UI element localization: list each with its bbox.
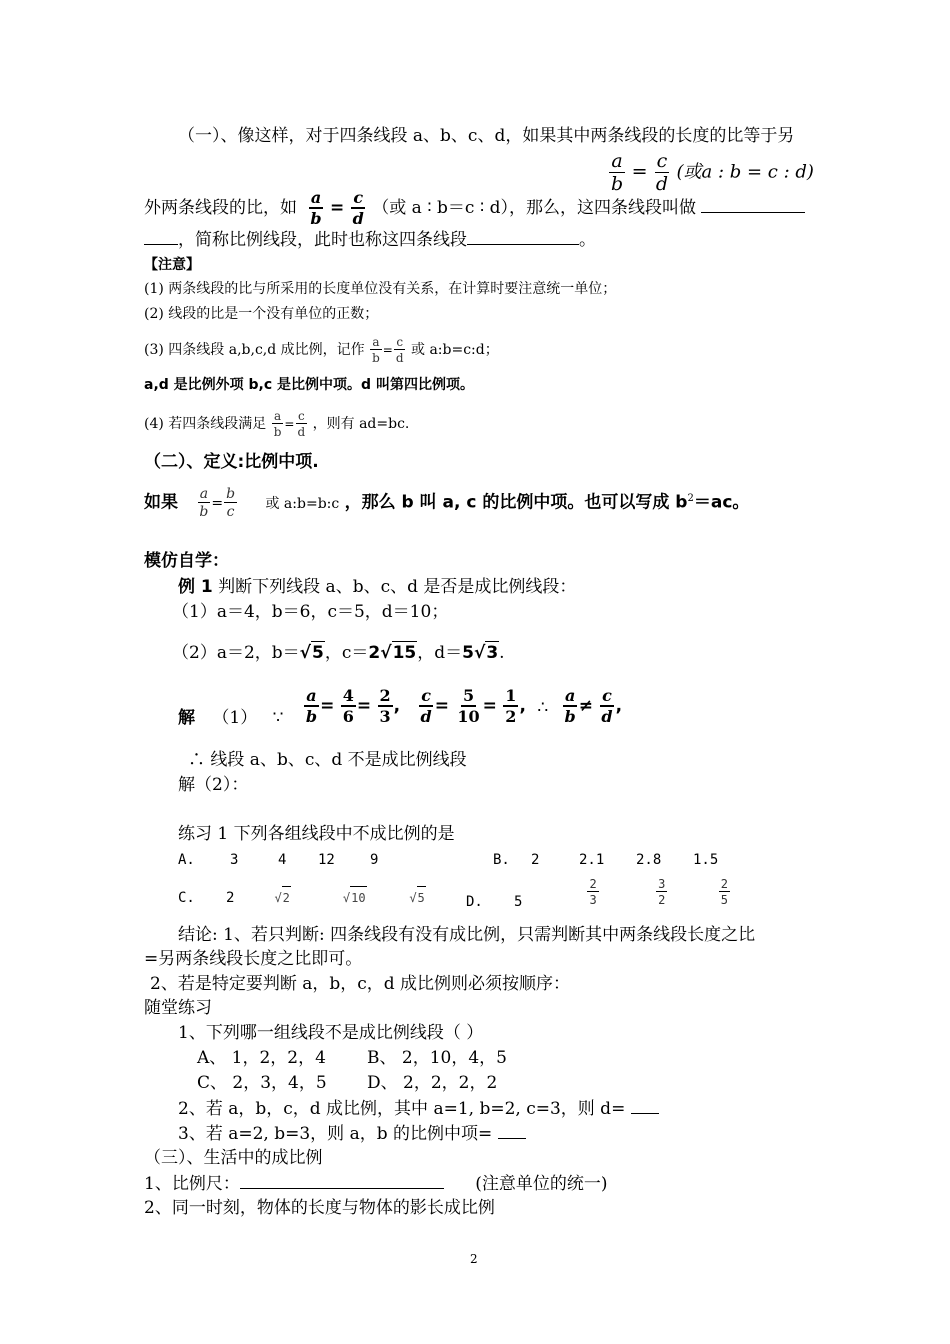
answer-blank-scale[interactable] [240, 1172, 444, 1189]
classwork-option-a[interactable]: A、 1，2，2，4 [197, 1048, 326, 1068]
fraction-2-3: $\frac{2}{3}$ [589, 877, 597, 907]
note-1: (1) 两条线段的比与所采用的长度单位没有关系，在计算时要注意统一单位； [144, 281, 617, 297]
practice1-option-a[interactable]: A. 3 4 12 9 [178, 852, 379, 868]
practice1-option-c[interactable]: C. 2 √ 2 √ 10 √ 5 [178, 886, 426, 909]
frac-sol-1-2: $\frac{1}{2}$ [505, 686, 517, 726]
fraction-c-d-small-2: $\frac{c}{d}$ [297, 409, 306, 439]
fraction-2-5: $\frac{2}{5}$ [720, 877, 729, 907]
answer-blank-d[interactable] [631, 1099, 659, 1114]
sqrt-5: √ 5 [299, 643, 324, 663]
note-2: (2) 线段的比是一个没有单位的正数； [144, 306, 379, 322]
solution-2: 解（2）： [178, 775, 249, 795]
mean-proportional-definition: 如果 $\frac{a}{b}$ = $\frac{b}{c}$ 或 a:b=b:c ，那么 b 叫 a, c 的比例中项。也可以写成 $b^2=ac$。 [144, 486, 750, 520]
classwork-q3: 3、若 a=2, b=3，则 a，b 的比例中项= [178, 1123, 526, 1145]
sqrt-2: √ 2 [274, 886, 290, 909]
fraction-3-2: $\frac{3}{2}$ [658, 877, 666, 907]
section3-line1: 1、比例尺： (注意单位的统一) [144, 1174, 608, 1194]
section3-title: （三）、生活中的成比例 [144, 1148, 323, 1168]
classwork-option-c[interactable]: C、 2，3，4，5 [197, 1073, 327, 1093]
sqrt-15: √ 15 [380, 643, 417, 663]
frac-sol-c-d-2: $\frac{c}{d}$ [601, 686, 613, 726]
practice1-title: 练习 1 下列各组线段中不成比例的是 [178, 824, 455, 844]
fraction-a-b: $\frac{a}{b}$ [611, 150, 624, 195]
section1-line3: ，简称比例线段，此时也称这四条线段 。 [144, 228, 596, 251]
solution-1: 解 （1） ∵ $\frac{a}{b}$ = $\frac{4}{6}$ = $\frac{2}{3}$ , $\frac{c}{d}$ = $\frac{5}{10}$ = $\frac{1}{2}$ , ∴ $\frac{a}{b}$ ≠ $\frac{c}{d}$ , [178, 686, 623, 728]
conclusion-line3: 2、若是特定要判断 a，b，c，d 成比例则必须按顺序： [150, 974, 571, 994]
frac-sol-2-3: $\frac{2}{3}$ [379, 686, 391, 726]
conclusion-line1: 结论: 1、若只判断: 四条线段有没有成比例，只需判断其中两条线段长度之比 [178, 925, 756, 945]
classwork-option-b[interactable]: B、 2，10，4，5 [367, 1048, 507, 1068]
section3-line2: 2、同一时刻，物体的长度与物体的影长成比例 [144, 1198, 495, 1218]
notes-title: 【注意】 [144, 257, 200, 273]
sqrt-10: √ 10 [343, 886, 367, 909]
fraction-c-d: $\frac{c}{d}$ [655, 150, 669, 195]
proportion-terms: a,d 是比例外项 b,c 是比例中项。d 叫第四比例项。 [144, 377, 474, 393]
conclusion-line2: =另两条线段长度之比即可。 [144, 949, 363, 969]
classwork-title: 随堂练习 [144, 998, 212, 1018]
classwork-option-d[interactable]: D、 2，2，2，2 [367, 1073, 498, 1093]
section1-line1: （一）、像这样，对于四条线段 a、b、c、d，如果其中两条线段的长度的比等于另 [178, 126, 795, 146]
example-1: 例 1 判断下列线段 a、b、c、d 是否是成比例线段： [178, 577, 577, 597]
fraction-c-d-bold: $\frac{c}{d}$ [352, 188, 364, 228]
frac-sol-4-6: $\frac{4}{6}$ [342, 686, 354, 726]
frac-sol-5-10: $\frac{5}{10}$ [457, 686, 480, 726]
fraction-c-d-small: $\frac{c}{d}$ [395, 335, 404, 365]
fraction-a-b-italic: $\frac{a}{b}$ [199, 486, 209, 520]
example-q1: （1）a＝4，b＝6，c＝5，d＝10； [172, 602, 449, 622]
sqrt-5-small: √ 5 [409, 886, 425, 909]
section2-title: （二）、定义:比例中项. [144, 452, 319, 472]
sqrt-3: √ 3 [473, 643, 499, 663]
frac-sol-a-b-2: $\frac{a}{b}$ [564, 686, 576, 726]
answer-blank-1[interactable] [701, 196, 805, 213]
page-number: 2 [470, 1252, 478, 1266]
ratio-alt-form: (或a : b = c : d) [676, 161, 814, 183]
classwork-q2: 2、若 a，b，c，d 成比例，其中 a=1, b=2, c=3，则 d= [178, 1098, 659, 1120]
section1-line2: 外两条线段的比，如 $\frac{a}{b}$ = $\frac{c}{d}$ （或 a ∶ b＝c ∶ d），那么，这四条线段叫做 [144, 190, 805, 227]
self-study-title: 模仿自学： [144, 551, 229, 571]
note-3: (3) 四条线段 a,b,c,d 成比例，记作 $\frac{a}{b}$ = $\frac{c}{d}$ 或 a:b=c:d； [144, 335, 499, 365]
note-4: (4) 若四条线段满足 $\frac{a}{b}$ = $\frac{c}{d}$ ，则有 ad=bc. [144, 409, 410, 439]
frac-sol-c-d: $\frac{c}{d}$ [420, 686, 432, 726]
solution-conclusion: ∴ 线段 a、b、c、d 不是成比例线段 [188, 750, 467, 770]
example-q2: （2）a＝2，b＝ √ 5 ，c＝2 √ 15 ，d＝5 √ 3 . [172, 643, 505, 663]
practice1-option-b[interactable]: B. 2 2.1 2.8 1.5 [493, 852, 719, 868]
fraction-a-b-bold: $\frac{a}{b}$ [310, 188, 322, 228]
fraction-a-b-small: $\frac{a}{b}$ [372, 335, 380, 365]
fraction-b-c-italic: $\frac{b}{c}$ [226, 486, 236, 520]
practice1-option-d[interactable]: D. 5 $\frac{2}{3}$ $\frac{3}{2}$ $\frac{2}{5}$ [466, 877, 729, 910]
fraction-a-b-small-2: $\frac{a}{b}$ [273, 409, 282, 439]
frac-sol-a-b: $\frac{a}{b}$ [305, 686, 318, 726]
formula-ratio-top: $\frac{a}{b}$ = $\frac{c}{d}$ (或a : b = c : d) [611, 150, 814, 195]
answer-blank-mean[interactable] [498, 1124, 526, 1139]
answer-blank-2[interactable] [467, 228, 579, 245]
classwork-q1: 1、下列哪一组线段不是成比例线段（ ） [178, 1023, 484, 1043]
answer-blank-1-cont[interactable] [144, 228, 178, 245]
